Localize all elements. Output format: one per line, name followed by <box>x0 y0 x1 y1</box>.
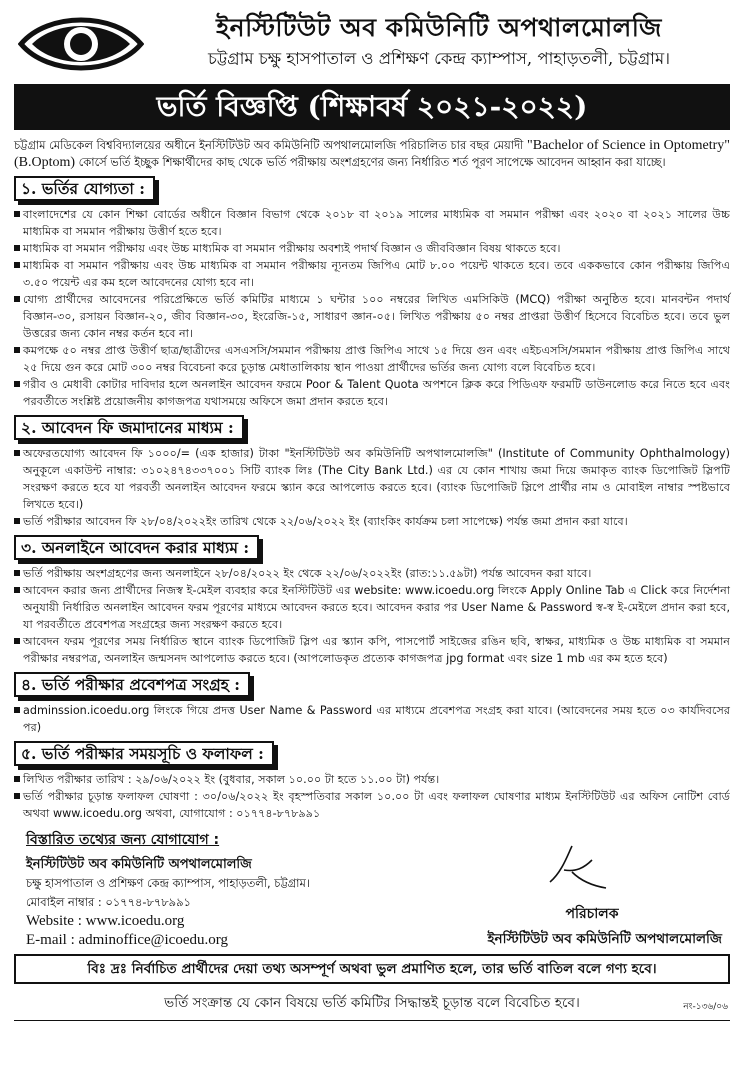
institute-location: চট্টগ্রাম চক্ষু হাসপাতাল ও প্রশিক্ষণ কেন্দ্র ক্যাম্পাস, পাহাড়তলী, চট্টগ্রাম। <box>207 49 671 68</box>
course-name: "Bachelor of Science in Optometry" (B.Optom) <box>14 138 731 170</box>
final-note <box>14 990 730 1016</box>
section-admit-card <box>14 667 730 697</box>
list-item: আবেদন ফরম পূরণের সময় নির্ধারিত স্থানে ব্যাংক ডিপোজিট স্লিপ এর স্ক্যান কপি, পাসপোর্ট সাইজের রঙিন ছবি, স্বাক্ষর, মাধ্যমিক ও উচ্চ মাধ্যমিক বা সমমান পরীক্ষার নম্বরপত্র, অনলাইন জন্মসনদ আপলোড করতে হবে। (আপলোডকৃত প্রত্যেক কাগজপত্র jpg format এবং size 1 mb এর কম হতে হবে) <box>14 633 730 667</box>
section-online-application <box>14 530 730 560</box>
contact-block <box>14 828 730 952</box>
schedule-list <box>14 771 730 822</box>
contact-website: Website : www.icoedu.org <box>26 913 185 929</box>
eligibility-list <box>14 206 730 410</box>
contact-lines <box>26 855 310 950</box>
section-fee <box>14 410 730 440</box>
section-eligibility <box>14 171 730 201</box>
section-schedule-result <box>14 736 730 766</box>
contact-email: E-mail : adminoffice@icoedu.org <box>26 932 228 948</box>
fee-list <box>14 445 730 530</box>
list-item: অফেরতযোগ্য আবেদন ফি ১০০০/= (এক হাজার) টাকা "ইনস্টিটিউট অব কমিউনিটি অপথালমোলজি" (Institute of Community Ophthalmology) অনুকূলে একাউন্ট নাম্বার: ৩১০২৪৭৪৩৩৭০০১ সিটি ব্যাংক লিঃ (The City Bank Ltd.) এর যে কোন শাখায় জমা দিয়ে জমাকৃত ব্যাংক ডিপোজিট স্লিপটি সংরক্ষণ করতে হবে যা পরবর্তী অনলাইন আবেদন ফরমে স্ক্যান করে আপলোড করতে হবে। (ব্যাংক ডিপোজিট স্লিপে প্রার্থীর নাম ও মোবাইল নাম্বার স্পষ্টভাবে লিখতে হবে।) <box>14 445 730 513</box>
list-item: যোগ্য প্রার্থীদের আবেদনের পরিপ্রেক্ষিতে ভর্তি কমিটির মাধ্যমে ১ ঘন্টার ১০০ নম্বরের লিখিত এমসিকিউ (MCQ) পরীক্ষা অনুষ্ঠিত হবে। মানবন্টন পদার্থ বিজ্ঞান-৩০, রসায়ন বিজ্ঞান-২০, জীব বিজ্ঞান-৩০, ইংরেজি-১৫, সাধারণ জ্ঞান-০৫। লিখিত পরীক্ষায় ৫০ নম্বর প্রাপ্তরা উত্তীর্ণ হিসেবে বিবেচিত হবে। তবে ভুল উত্তরের জন্য কোন নম্বর কর্তন হবে না। <box>14 291 730 342</box>
section-heading: ২. আবেদন ফি জমাদানের মাধ্যম : <box>14 415 244 440</box>
list-item: adminssion.icoedu.org লিংকে গিয়ে প্রদত্ত User Name & Password এর মাধ্যমে প্রবেশপত্র সংগ্রহ করা যাবে। (আবেদনের সময় হতে ০৩ কার্যদিবসের পর) <box>14 702 730 736</box>
intro-text-1: চট্টগ্রাম মেডিকেল বিশ্ববিদ্যালয়ের অধীনে ইনস্টিটিউট অব কমিউনিটি অপথালমোলজি পরিচালিত চার বছর মেয়াদী <box>14 138 528 152</box>
director-title: পরিচালক <box>565 906 619 922</box>
institute-name: ইনস্টিটিউট অব কমিউনিটি অপথালমোলজি <box>216 13 662 42</box>
contact-title: বিস্তারিত তথ্যের জন্য যোগাযোগ : <box>26 832 220 848</box>
notice-title: ভর্তি বিজ্ঞপ্তি (শিক্ষাবর্ষ ২০২১-২০২২) <box>14 84 730 130</box>
list-item: ভর্তি পরীক্ষায় অংশগ্রহণের জন্য অনলাইনে ২৮/০৪/২০২২ ইং থেকে ২২/০৬/২০২২ইং (রাত:১১.৫৯টা) পর্যন্ত আবেদন করা যাবে। <box>14 565 730 582</box>
bottom-rule <box>14 1020 730 1021</box>
director-institute: ইনস্টিটিউট অব কমিউনিটি অপথালমোলজি <box>487 931 722 947</box>
intro-paragraph <box>14 137 730 171</box>
list-item: গরীব ও মেধাবী কোটার দাবিদার হলে অনলাইন আবেদন ফরমে Poor & Talent Quota অপশনে ক্লিক করে পিডিএফ ফরমটি ডাউনলোড করে নিতে হবে এবং পরবর্তীতে সংশ্লিষ্ট প্রয়োজনীয় কাগজপত্র যথাসময়ে অফিসে জমা প্রদান করতে হবে। <box>14 376 730 410</box>
contact-institute: ইনস্টিটিউট অব কমিউনিটি অপথালমোলজি <box>26 857 252 872</box>
signature-block <box>422 828 722 952</box>
note-bar: বিঃ দ্রঃ নির্বাচিত প্রার্থীদের দেয়া তথ্য অসম্পূর্ণ অথবা ভুল প্রমাণিত হলে, তার ভর্তি বাতিল বলে গণ্য হবে। <box>14 954 730 984</box>
admit-card-list <box>14 702 730 736</box>
list-item: মাধ্যমিক বা সমমান পরীক্ষায় এবং উচ্চ মাধ্যমিক বা সমমান পরীক্ষায় ন্যূনতম জিপিএ মোট ৮.০০ পয়েন্ট থাকতে হবে। তবে এককভাবে কোন পরীক্ষায় জিপিএ ৩.৫০ পয়েন্ট এর কম হলে আবেদনের যোগ্য হবে না। <box>14 257 730 291</box>
section-heading: ৫. ভর্তি পরীক্ষার সময়সূচি ও ফলাফল : <box>14 741 274 766</box>
notice-page <box>14 6 730 1062</box>
list-item: আবেদন করার জন্য প্রার্থীদের নিজস্ব ই-মেইল ব্যবহার করে ইনস্টিটিউট এর website: www.icoedu.org লিংকে Apply Online Tab এ Click করে নির্দেশনা অনুযায়ী নির্ধারিত অনলাইন আবেদন ফরম পূরণের মাধ্যমে আবেদন করতে হবে। আবেদন করার পর User Name & Password স্ব-স্ব ই-মেইলে প্রদান করা হবে, যা পরবর্তীতে প্রবেশপত্র সংগ্রহের জন্য সংরক্ষণ করতে হবে। <box>14 582 730 633</box>
reference-number: নং-১৩৬/০৬ <box>683 1002 728 1012</box>
list-item: লিখিত পরীক্ষার তারিখ : ২৯/০৬/২০২২ ইং (বুধবার, সকাল ১০.০০ টা হতে ১১.০০ টা) পর্যন্ত। <box>14 771 730 788</box>
header <box>14 6 730 82</box>
list-item: ভর্তি পরীক্ষার চূড়ান্ত ফলাফল ঘোষণা : ৩০/০৬/২০২২ ইং বৃহস্পতিবার সকাল ১০.০০ টা এবং ফলাফল ঘোষণার মাধ্যম ইনস্টিটিউট এর অফিস নোটিশ বোর্ড অথবা www.icoedu.org অথবা, যোগাযোগ : ০১৭৭৪-৮৭৮৯৯১ <box>14 788 730 822</box>
signature-mark <box>542 842 612 892</box>
final-note-text: ভর্তি সংক্রান্ত যে কোন বিষয়ে ভর্তি কমিটির সিদ্ধান্তই চূড়ান্ত বলে বিবেচিত হবে। <box>164 995 580 1011</box>
section-heading: ৩. অনলাইনে আবেদন করার মাধ্যম : <box>14 535 259 560</box>
section-heading: ১. ভর্তির যোগ্যতা : <box>14 176 155 201</box>
contact-address: চক্ষু হাসপাতাল ও প্রশিক্ষণ কেন্দ্র ক্যাম্পাস, পাহাড়তলী, চট্টগ্রাম। <box>26 876 310 890</box>
list-item: মাধ্যমিক বা সমমান পরীক্ষায় এবং উচ্চ মাধ্যমিক বা সমমান পরীক্ষায় অবশ্যই পদার্থ বিজ্ঞান ও জীববিজ্ঞান বিষয় থাকতে হবে। <box>14 240 730 257</box>
contact-mobile: মোবাইল নাম্বার : ০১৭৭৪-৮৭৮৯৯১ <box>26 895 191 909</box>
online-application-list <box>14 565 730 667</box>
list-item: ভর্তি পরীক্ষার আবেদন ফি ২৮/০৪/২০২২ইং তারিখ থেকে ২২/০৬/২০২২ ইং (ব্যাংকিং কার্যক্রম চলা সাপেক্ষে) পর্যন্ত জমা প্রদান করা যাবে। <box>14 513 730 530</box>
intro-text-2: কোর্সে ভর্তি ইচ্ছুক শিক্ষার্থীদের কাছ থেকে ভর্তি পরীক্ষায় অংশগ্রহণের জন্য নির্ধারিত শর্ত পূরণ সাপেক্ষে আবেদন আহ্বান করা যাচ্ছে। <box>75 155 666 169</box>
eye-logo-icon <box>18 10 144 78</box>
list-item: বাংলাদেশের যে কোন শিক্ষা বোর্ডের অধীনে বিজ্ঞান বিভাগ থেকে ২০১৮ বা ২০১৯ সালের মাধ্যমিক বা সমমান পরীক্ষা এবং ২০২০ বা ২০২১ সালের উচ্চ মাধ্যমিক বা সমমান পরীক্ষায় উত্তীর্ণ হতে হবে। <box>14 206 730 240</box>
section-heading: ৪. ভর্তি পরীক্ষার প্রবেশপত্র সংগ্রহ : <box>14 672 250 697</box>
list-item: কমপক্ষে ৫০ নম্বর প্রাপ্ত উত্তীর্ণ ছাত্র/ছাত্রীদের এসএসসি/সমমান পরীক্ষায় প্রাপ্ত জিপিএ সাথে ১৫ দিয়ে গুন এবং এইচএসসি/সমমান পরীক্ষায় প্রাপ্ত জিপিএ সাথে ২৫ দিয়ে গুন করে মোট ৩০০ নম্বর বিবেচনা করে চূড়ান্ত মেধাতালিকায় স্থান পাওয়া প্রার্থীদের ভর্তির জন্য যোগ্য বলে বিবেচিত হবে। <box>14 342 730 376</box>
